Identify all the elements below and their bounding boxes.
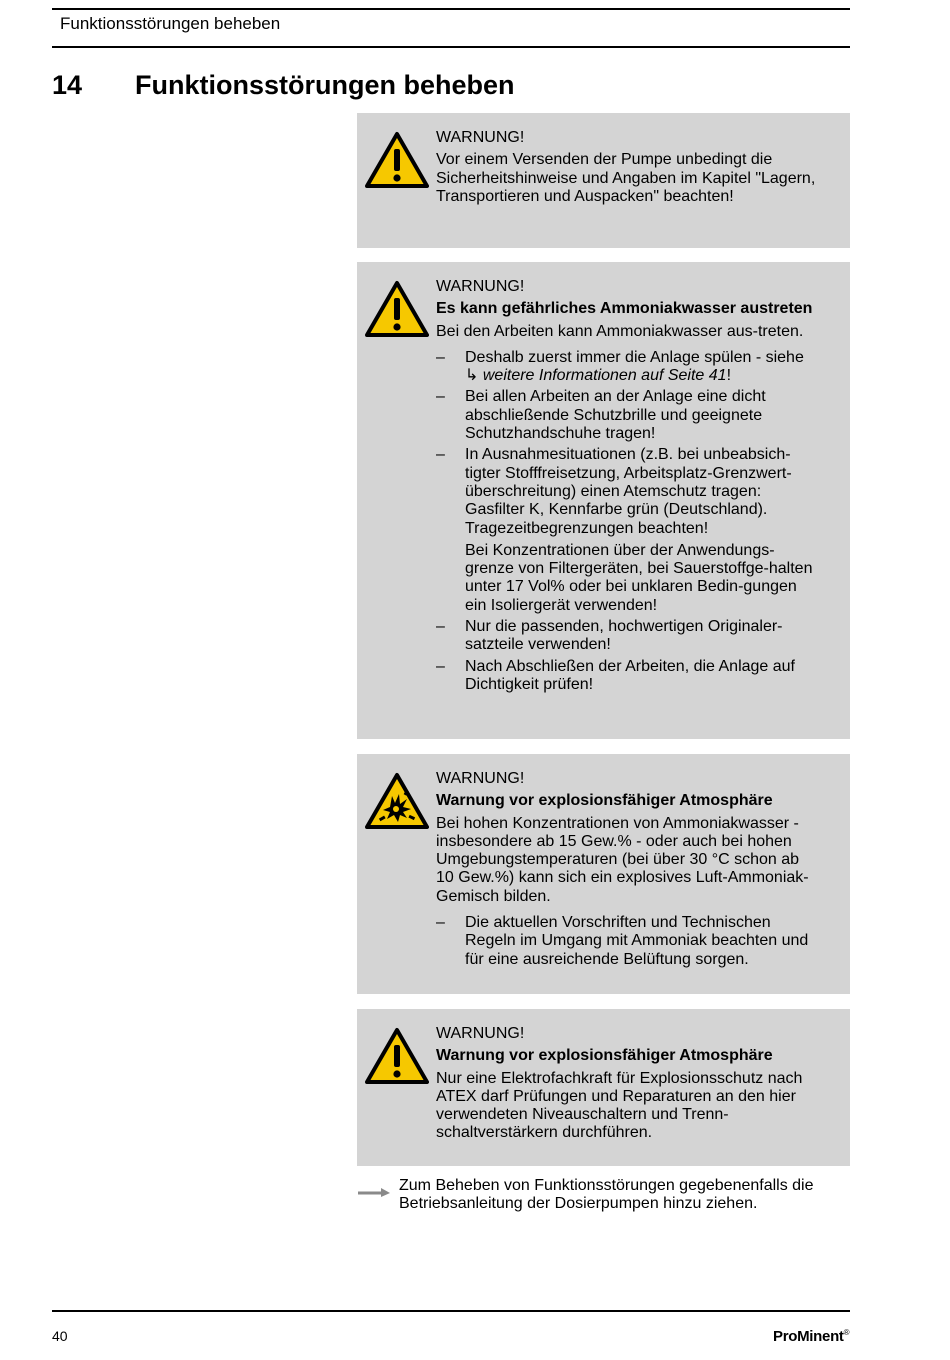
logo-registered-mark: ® — [843, 1328, 850, 1337]
warning-label: WARNUNG! — [436, 129, 525, 146]
note — [357, 1177, 850, 1214]
header-rule — [52, 46, 850, 48]
warning-text: Nur eine Elektrofachkraft für Explosionsschutz nach ATEX darf Prüfungen und Reparaturen an den hier verwendeten Niveauschaltern und Trenn-schaltverstärkern durchführen. — [436, 1069, 803, 1142]
warning-label: WARNUNG! — [436, 1025, 525, 1042]
list-item — [436, 349, 816, 386]
warning-label: WARNUNG! — [436, 770, 525, 787]
note-text: Zum Beheben von Funktionsstörungen gegebenenfalls die Betriebsanleitung der Dosierpumpen hinzu ziehen. — [399, 1177, 814, 1213]
instruction-list — [436, 349, 816, 694]
warning-box — [357, 1009, 850, 1166]
chapter-heading — [52, 70, 515, 101]
list-item — [436, 914, 816, 969]
list-item-text: In Ausnahmesituationen (z.B. bei unbeabsich-tigter Stofffreisetzung, Arbeitsplatz-Grenzwert-überschreitung) einen Atemschutz tragen: Gasfilter K, Kennfarbe grün (Deutschland). Tragezeitbegrenzungen beachten! — [465, 446, 792, 537]
chapter-number: 14 — [52, 70, 83, 100]
list-dash: – — [436, 657, 445, 675]
list-dash: – — [436, 348, 445, 366]
list-item-continuation: Bei Konzentrationen über der Anwendungs-grenze von Filtergeräten, bei Sauerstoffge-halten unter 17 Vol% oder bei unklaren Bedin-gungen ein Isoliergerät verwenden! — [465, 541, 813, 614]
running-header: Funktionsstörungen beheben — [60, 14, 281, 33]
footer-rule — [52, 1310, 850, 1312]
warning-text: Bei den Arbeiten kann Ammoniakwasser aus-treten. — [436, 322, 804, 340]
list-dash: – — [436, 388, 445, 406]
cross-reference-link[interactable]: weitere Informationen auf Seite 41 — [482, 367, 727, 385]
list-item-text-end: ! — [726, 367, 732, 385]
explosive-hazard-icon — [365, 772, 429, 830]
warning-text: Bei hohen Konzentrationen von Ammoniakwasser - insbesondere ab 15 Gew.% - oder auch bei hohen Umgebungstemperaturen (bei über 30 °C schon ab 10 Gew.%) kann sich ein explosives Luft-Ammoniak-Gemisch bilden. — [436, 814, 809, 905]
warning-title: Es kann gefährliches Ammoniakwasser austreten — [436, 300, 813, 318]
page-number: 40 — [52, 1328, 68, 1344]
warning-triangle-icon — [365, 280, 429, 338]
warning-triangle-icon — [365, 131, 429, 189]
list-item — [436, 658, 816, 695]
list-item-text: Nur die passenden, hochwertigen Originaler-satzteile verwenden! — [465, 618, 783, 654]
xref-arrow-icon: ↳ — [465, 367, 479, 385]
warning-box — [357, 113, 850, 248]
list-item — [436, 446, 816, 615]
instruction-list — [436, 914, 816, 969]
list-item — [436, 388, 816, 443]
list-item-text: Bei allen Arbeiten an der Anlage eine dicht abschließende Schutzbrille und geeignete Schutzhandschuhe tragen! — [465, 388, 766, 443]
list-item — [436, 618, 816, 655]
brand-logo — [773, 1328, 849, 1345]
list-item-text: Die aktuellen Vorschriften und Technischen Regeln im Umgang mit Ammoniak beachten und für eine ausreichende Belüftung sorgen. — [465, 914, 809, 968]
warning-box — [357, 262, 850, 739]
chapter-title: Funktionsstörungen beheben — [135, 70, 515, 100]
logo-text: ProMinent — [773, 1328, 844, 1345]
warning-triangle-icon — [365, 1027, 429, 1085]
arrow-right-icon — [357, 1185, 391, 1197]
top-rule — [52, 8, 850, 10]
warning-title: Warnung vor explosionsfähiger Atmosphäre — [436, 1047, 773, 1065]
warning-title: Warnung vor explosionsfähiger Atmosphäre — [436, 792, 773, 810]
list-item-text: Nach Abschließen der Arbeiten, die Anlage auf Dichtigkeit prüfen! — [465, 657, 795, 693]
list-dash: – — [436, 914, 445, 932]
list-dash: – — [436, 446, 445, 464]
warning-label: WARNUNG! — [436, 278, 525, 295]
list-item-text: Deshalb zuerst immer die Anlage spülen - siehe — [465, 348, 804, 366]
list-dash: – — [436, 618, 445, 636]
warning-text: Vor einem Versenden der Pumpe unbedingt die Sicherheitshinweise und Angaben im Kapitel "Lagern, Transportieren und Auspacken" beachten! — [436, 151, 816, 205]
warning-box — [357, 754, 850, 994]
